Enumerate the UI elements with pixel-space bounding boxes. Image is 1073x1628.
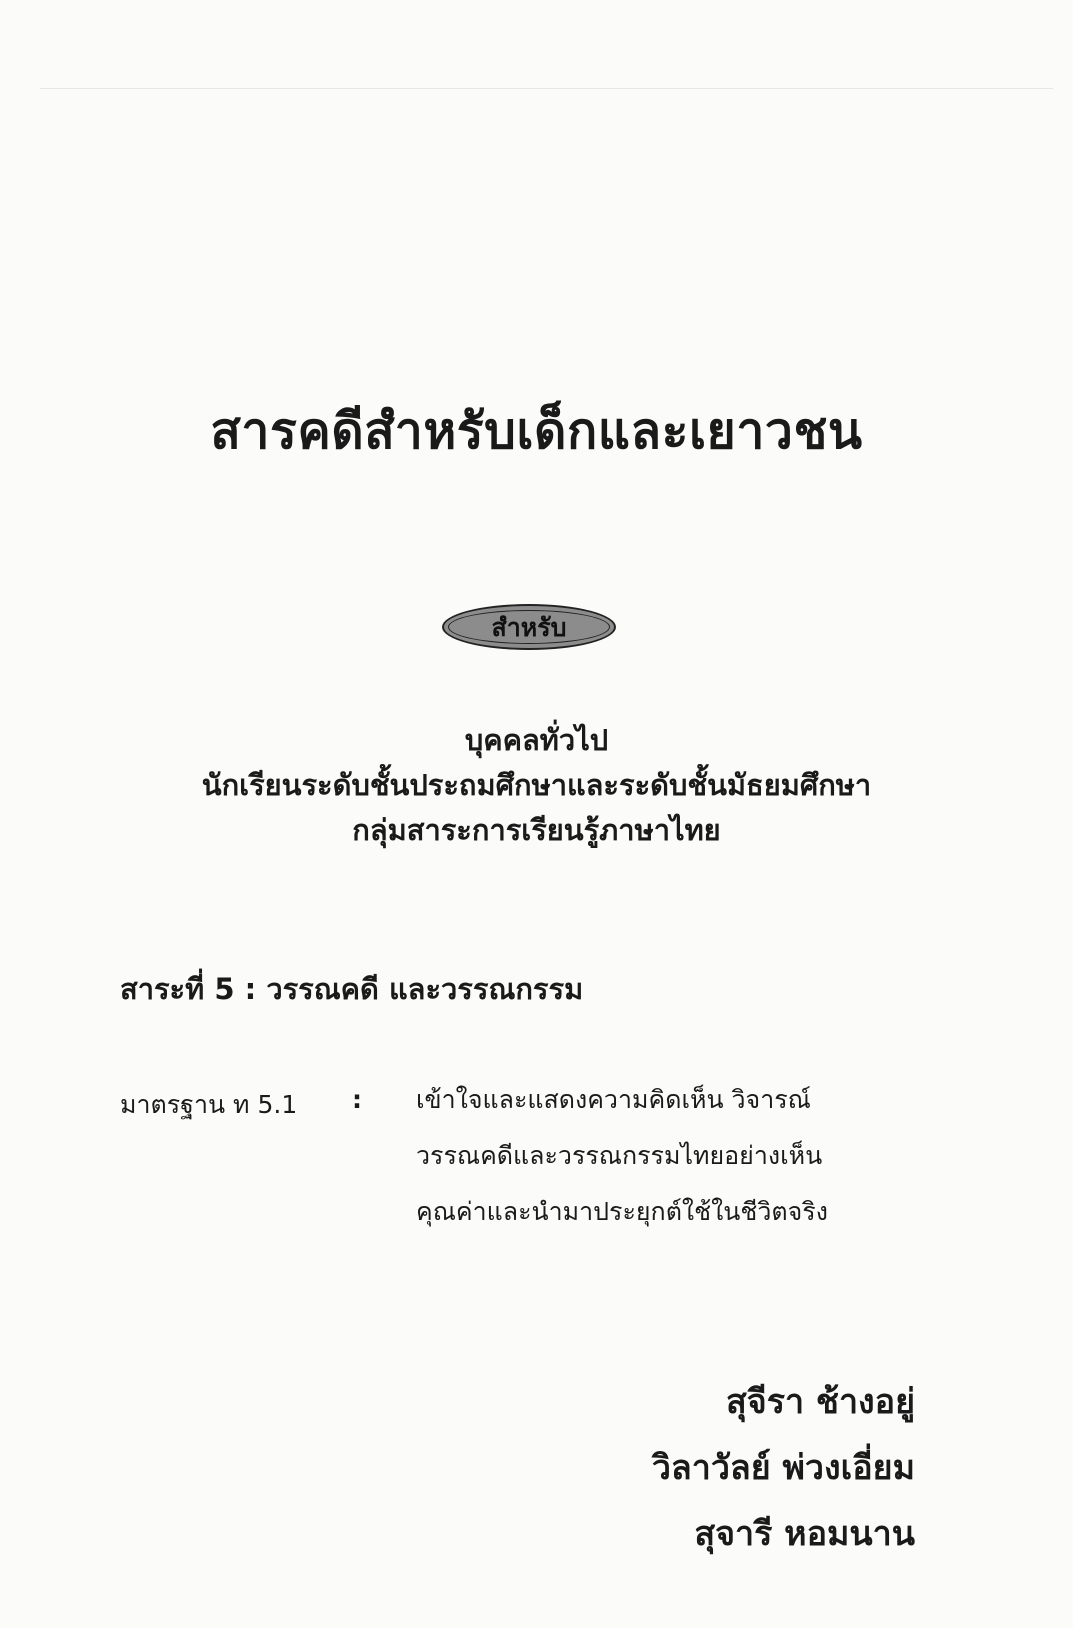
standard-colon: : bbox=[352, 1085, 362, 1114]
book-title: สารคดีสำหรับเด็กและเยาวชน bbox=[210, 402, 863, 460]
audience-line: นักเรียนระดับชั้นประถมศึกษาและระดับชั้นมัธยมศึกษา bbox=[201, 768, 872, 802]
author-name: วิลาวัลย์ พ่วงเอี่ยม bbox=[651, 1448, 915, 1488]
authors-block bbox=[652, 1380, 915, 1578]
author-name: สุจีรา ช้างอยู่ bbox=[726, 1382, 915, 1422]
strand-heading: สาระที่ 5 : วรรณคดี และวรรณกรรม bbox=[120, 972, 584, 1006]
standard-line: คุณค่าและนำมาประยุกต์ใช้ในชีวิตจริง bbox=[416, 1197, 828, 1226]
standard-text bbox=[416, 1085, 828, 1253]
standard-label: มาตรฐาน ท 5.1 bbox=[120, 1090, 298, 1119]
for-badge-label: สำหรับ bbox=[491, 612, 567, 642]
for-badge-inner bbox=[448, 610, 610, 644]
page-top-rule bbox=[40, 88, 1053, 89]
for-badge bbox=[442, 604, 616, 650]
audience-line: บุคคลทั่วไป bbox=[464, 723, 609, 757]
audience-block bbox=[0, 718, 1073, 853]
standard-line: วรรณคดีและวรรณกรรมไทยอย่างเห็น bbox=[416, 1141, 823, 1170]
author-name: สุจารี หอมนาน bbox=[694, 1514, 915, 1554]
audience-line: กลุ่มสาระการเรียนรู้ภาษาไทย bbox=[352, 813, 721, 847]
standard-line: เข้าใจและแสดงความคิดเห็น วิจารณ์ bbox=[416, 1085, 811, 1114]
